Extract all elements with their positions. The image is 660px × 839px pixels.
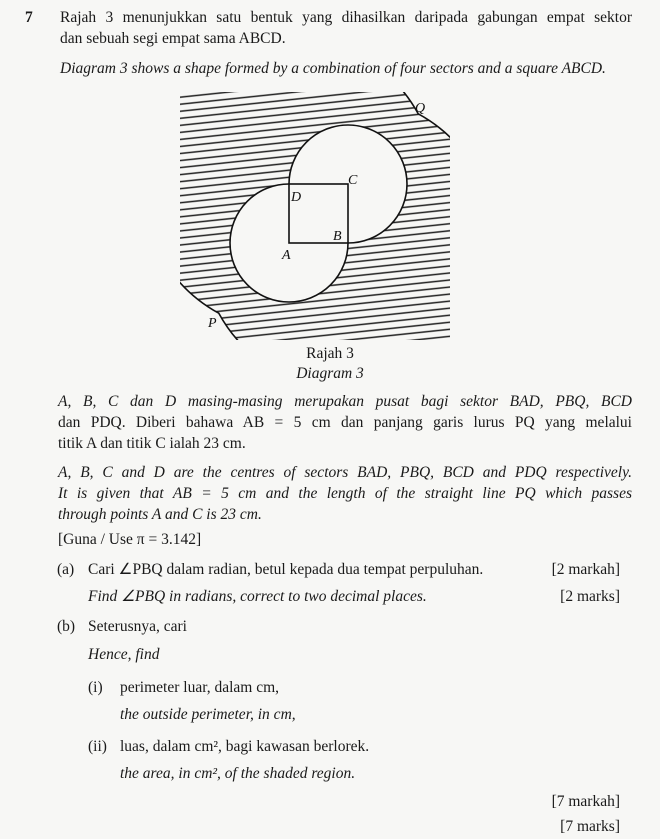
label-c: C <box>348 173 358 188</box>
given-english-line-3: through points A and C is 23 cm. <box>58 506 262 523</box>
part-b-marks-english: [7 marks] <box>560 818 620 835</box>
part-b-ii-malay: luas, dalam cm², bagi kawasan berlorek. <box>120 738 370 755</box>
part-a-english: Find ∠PBQ in radians, correct to two decimal places. <box>88 588 427 605</box>
intro-malay-line-2: dan sebuah segi empat sama ABCD. <box>60 30 286 47</box>
caption-english: Diagram 3 <box>296 365 364 382</box>
diagram-3 <box>180 92 450 340</box>
use-pi-note: [Guna / Use π = 3.142] <box>58 531 202 548</box>
part-b-i-malay: perimeter luar, dalam cm, <box>120 679 280 696</box>
given-malay-line-1: A, B, C dan D masing-masing merupakan pusat bagi sektor BAD, PBQ, BCD <box>58 393 632 410</box>
given-english-line-2: It is given that AB = 5 cm and the length of the straight line PQ which passes <box>58 485 632 502</box>
label-p: P <box>208 316 217 331</box>
question-number: 7 <box>25 9 33 26</box>
part-a-marks-english: [2 marks] <box>560 588 620 605</box>
part-b-english: Hence, find <box>88 646 160 663</box>
caption-malay: Rajah 3 <box>306 345 354 362</box>
part-b-label: (b) <box>57 618 76 635</box>
label-a: A <box>282 248 291 263</box>
intro-malay-line-1: Rajah 3 menunjukkan satu bentuk yang dihasilkan daripada gabungan empat sektor <box>60 9 632 26</box>
label-q: Q <box>415 101 426 116</box>
intro-english: Diagram 3 shows a shape formed by a combination of four sectors and a square ABCD. <box>60 60 606 77</box>
label-b: B <box>333 229 342 244</box>
given-malay-line-2: dan PDQ. Diberi bahawa AB = 5 cm dan panjang garis lurus PQ yang melalui <box>58 414 632 431</box>
part-b-malay: Seterusnya, cari <box>88 618 187 635</box>
part-b-ii-english: the area, in cm², of the shaded region. <box>120 765 356 782</box>
part-b-marks-malay: [7 markah] <box>551 793 620 810</box>
part-b-i-english: the outside perimeter, in cm, <box>120 706 296 723</box>
label-d: D <box>291 190 302 205</box>
part-b-i-label: (i) <box>88 679 103 696</box>
part-a-label: (a) <box>57 561 75 578</box>
part-a-malay: Cari ∠PBQ dalam radian, betul kepada dua tempat perpuluhan. <box>88 561 484 578</box>
given-english-line-1: A, B, C and D are the centres of sectors BAD, PBQ, BCD and PDQ respectively. <box>58 464 632 481</box>
part-a-marks-malay: [2 markah] <box>551 561 620 578</box>
part-b-ii-label: (ii) <box>88 738 107 755</box>
given-malay-line-3: titik A dan titik C ialah 23 cm. <box>58 435 246 452</box>
